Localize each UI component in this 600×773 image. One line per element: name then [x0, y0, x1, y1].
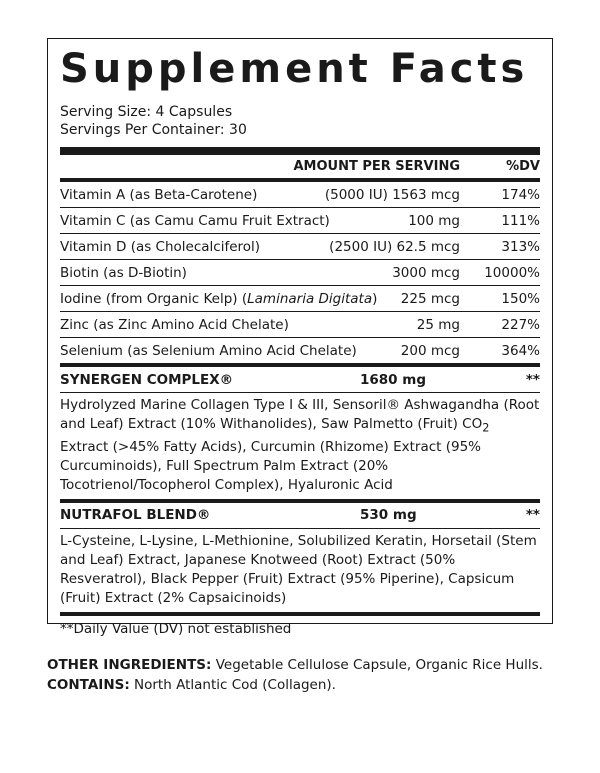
nutrient-name: Zinc (as Zinc Amino Acid Chelate) — [60, 316, 289, 333]
nutrient-amount: 225 mcg — [400, 290, 460, 307]
nutrient-amount: 200 mcg — [400, 342, 460, 359]
blend-amount: 530 mg — [360, 507, 417, 524]
nutrient-amount: 3000 mcg — [392, 264, 460, 281]
subscript-2: 2 — [482, 421, 490, 435]
nutrient-name: Selenium (as Selenium Amino Acid Chelate) — [60, 342, 357, 359]
other-ingredients-block — [47, 655, 553, 695]
other-ingredients-label: OTHER INGREDIENTS: — [47, 657, 212, 673]
amount-per-serving-header: AMOUNT PER SERVING — [293, 159, 460, 174]
supplement-facts-panel — [47, 38, 553, 637]
table-header — [60, 155, 540, 178]
servings-per-container: Servings Per Container: 30 — [60, 122, 247, 138]
nutrient-row — [60, 286, 540, 311]
nutrafol-blend-header — [60, 503, 540, 528]
divider-thick — [60, 147, 540, 155]
nutrient-amount: 25 mg — [416, 316, 460, 333]
nutrient-dv: 364% — [501, 342, 540, 359]
nutrient-dv: 174% — [501, 186, 540, 203]
blend-dv: ** — [525, 507, 540, 524]
nutrient-dv: 227% — [501, 316, 540, 333]
nutrafol-ingredients: L-Cysteine, L-Lysine, L-Methionine, Solubilized Keratin, Horsetail (Stem and Leaf) Extract, Japanese Knotweed (Root) Extract (50% Resveratrol), Black Pepper (Fruit) Extract (95% Piperine), Capsicum (Fruit) Extract (2% Capsaicinoids) — [60, 532, 537, 606]
contains-label: CONTAINS: — [47, 677, 130, 693]
blend-dv: ** — [525, 371, 540, 388]
other-ingredients — [47, 655, 553, 675]
nutrient-name: Biotin (as D-Biotin) — [60, 264, 187, 281]
panel-title: Supplement Facts — [60, 46, 529, 92]
nutrient-name: Vitamin A (as Beta-Carotene) — [60, 186, 258, 203]
nutrient-row — [60, 338, 540, 363]
nutrient-amount: (5000 IU) 1563 mcg — [324, 186, 460, 203]
serving-info — [60, 103, 540, 139]
nutrient-row — [60, 208, 540, 233]
nutrient-dv: 10000% — [484, 264, 540, 281]
nutrient-amount: 100 mg — [408, 212, 460, 229]
nutrient-row — [60, 234, 540, 259]
nutrient-dv: 111% — [501, 212, 540, 229]
contains-text: North Atlantic Cod (Collagen). — [129, 677, 336, 693]
dv-header: %DV — [506, 159, 540, 174]
blend-name: SYNERGEN COMPLEX® — [60, 371, 234, 388]
nutrient-amount: (2500 IU) 62.5 mcg — [329, 238, 460, 255]
nutrient-name: Vitamin C (as Camu Camu Fruit Extract) — [60, 212, 330, 229]
serving-size: Serving Size: 4 Capsules — [60, 104, 233, 120]
nutrient-name-italic: Laminaria Digitata — [247, 290, 373, 307]
blend-amount: 1680 mg — [360, 371, 427, 388]
nutrient-row — [60, 260, 540, 285]
other-ingredients-text: Vegetable Cellulose Capsule, Organic Rice Hulls. — [211, 657, 543, 673]
synergen-ingredients: Hydrolyzed Marine Collagen Type I & III, Sensoril® Ashwagandha (Root and Leaf) Extract (10% Withanolides), Saw Palmetto (Fruit) $CO_2$ Extract (>45% Fatty Acids), Curcumin (Rhizome) Extract (95% Curcuminoids), Full Spectrum Palm Extract (20% Tocotrienol/Tocopherol Complex), Hyaluronic Acid — [60, 397, 540, 493]
blend-name: NUTRAFOL BLEND® — [60, 507, 211, 524]
nutrient-dv: 313% — [501, 238, 540, 255]
nutrient-dv: 150% — [501, 290, 540, 307]
contains — [47, 675, 553, 695]
synergen-complex-header — [60, 367, 540, 392]
dv-footnote: **Daily Value (DV) not established — [60, 620, 292, 637]
nutrient-row — [60, 182, 540, 207]
nutrient-name: Iodine (from Organic Kelp) (Laminaria Digitata) — [60, 290, 378, 307]
nutrient-row — [60, 312, 540, 337]
nutrient-name: Vitamin D (as Cholecalciferol) — [60, 238, 261, 255]
